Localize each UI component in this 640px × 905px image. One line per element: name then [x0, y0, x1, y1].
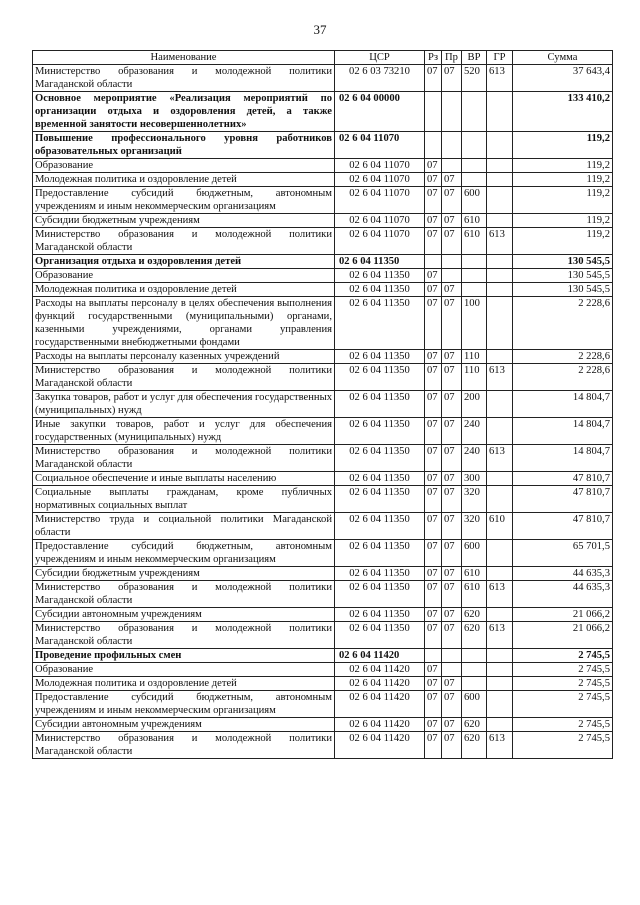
cell-sum: 2 745,5 — [513, 649, 613, 663]
cell-gr: 613 — [487, 445, 513, 472]
cell-vr — [462, 283, 487, 297]
cell-pr: 07 — [442, 608, 462, 622]
cell-name: Закупка товаров, работ и услуг для обеспечения государственных (муниципальных) нужд — [33, 391, 335, 418]
cell-pr: 07 — [442, 540, 462, 567]
cell-rz: 07 — [425, 187, 442, 214]
cell-csr: 02 6 04 11350 — [335, 622, 425, 649]
cell-sum: 130 545,5 — [513, 269, 613, 283]
cell-csr: 02 6 04 11420 — [335, 663, 425, 677]
cell-gr — [487, 649, 513, 663]
cell-gr — [487, 718, 513, 732]
cell-pr: 07 — [442, 677, 462, 691]
cell-rz: 07 — [425, 159, 442, 173]
cell-name: Повышение профессионального уровня работников образовательных организаций — [33, 132, 335, 159]
cell-csr: 02 6 04 11350 — [335, 350, 425, 364]
cell-pr: 07 — [442, 486, 462, 513]
cell-vr: 620 — [462, 718, 487, 732]
cell-name: Проведение профильных смен — [33, 649, 335, 663]
table-row — [33, 649, 613, 663]
cell-sum: 21 066,2 — [513, 622, 613, 649]
cell-pr: 07 — [442, 65, 462, 92]
cell-vr — [462, 269, 487, 283]
table-row — [33, 486, 613, 513]
column-header-pr: Пр — [442, 51, 462, 65]
cell-gr — [487, 391, 513, 418]
cell-rz: 07 — [425, 581, 442, 608]
page-number: 37 — [313, 22, 327, 37]
table-row — [33, 255, 613, 269]
cell-gr — [487, 92, 513, 132]
cell-rz: 07 — [425, 718, 442, 732]
cell-pr — [442, 269, 462, 283]
cell-rz: 07 — [425, 622, 442, 649]
cell-name: Министерство образования и молодежной политики Магаданской области — [33, 445, 335, 472]
cell-csr: 02 6 04 11350 — [335, 540, 425, 567]
table-row — [33, 418, 613, 445]
cell-csr: 02 6 04 11350 — [335, 472, 425, 486]
cell-csr: 02 6 04 11420 — [335, 732, 425, 759]
cell-gr — [487, 297, 513, 350]
cell-rz: 07 — [425, 677, 442, 691]
cell-name: Министерство образования и молодежной политики Магаданской области — [33, 65, 335, 92]
cell-vr: 240 — [462, 445, 487, 472]
cell-name: Организация отдыха и оздоровления детей — [33, 255, 335, 269]
cell-name: Субсидии автономным учреждениям — [33, 608, 335, 622]
table-row — [33, 567, 613, 581]
cell-csr: 02 6 04 00000 — [335, 92, 425, 132]
cell-pr — [442, 663, 462, 677]
cell-gr — [487, 677, 513, 691]
cell-name: Министерство образования и молодежной политики Магаданской области — [33, 581, 335, 608]
cell-pr: 07 — [442, 228, 462, 255]
table-row — [33, 691, 613, 718]
cell-vr — [462, 677, 487, 691]
cell-name: Расходы на выплаты персоналу в целях обеспечения выполнения функций государственными (муниципальными) органами, казенными учреждениями, органами управления государственными внебюджетными фондами — [33, 297, 335, 350]
cell-csr: 02 6 04 11350 — [335, 567, 425, 581]
cell-rz: 07 — [425, 418, 442, 445]
cell-gr — [487, 691, 513, 718]
cell-vr: 100 — [462, 297, 487, 350]
table-body — [33, 65, 613, 759]
cell-vr: 110 — [462, 364, 487, 391]
cell-vr: 600 — [462, 187, 487, 214]
cell-rz — [425, 649, 442, 663]
cell-pr: 07 — [442, 622, 462, 649]
table-row — [33, 472, 613, 486]
cell-vr: 320 — [462, 486, 487, 513]
column-header-csr: ЦСР — [335, 51, 425, 65]
cell-sum: 37 643,4 — [513, 65, 613, 92]
cell-gr: 613 — [487, 622, 513, 649]
cell-gr — [487, 269, 513, 283]
cell-sum: 119,2 — [513, 187, 613, 214]
cell-vr — [462, 663, 487, 677]
cell-sum: 47 810,7 — [513, 486, 613, 513]
cell-vr: 610 — [462, 214, 487, 228]
cell-gr — [487, 132, 513, 159]
cell-pr: 07 — [442, 418, 462, 445]
cell-rz: 07 — [425, 65, 442, 92]
cell-vr: 110 — [462, 350, 487, 364]
cell-gr — [487, 187, 513, 214]
cell-csr: 02 6 04 11350 — [335, 283, 425, 297]
cell-gr: 613 — [487, 228, 513, 255]
cell-pr: 07 — [442, 173, 462, 187]
table-row — [33, 187, 613, 214]
cell-pr: 07 — [442, 691, 462, 718]
cell-csr: 02 6 04 11070 — [335, 214, 425, 228]
cell-name: Основное мероприятие «Реализация мероприятий по организации отдыха и оздоровления детей, а также временной занятости несовершеннолетних» — [33, 92, 335, 132]
cell-rz: 07 — [425, 350, 442, 364]
cell-rz: 07 — [425, 214, 442, 228]
header-row — [33, 51, 613, 65]
cell-rz: 07 — [425, 691, 442, 718]
cell-sum: 130 545,5 — [513, 255, 613, 269]
table-row — [33, 132, 613, 159]
cell-csr: 02 6 04 11070 — [335, 228, 425, 255]
cell-name: Молодежная политика и оздоровление детей — [33, 173, 335, 187]
cell-vr: 610 — [462, 567, 487, 581]
cell-sum: 44 635,3 — [513, 581, 613, 608]
cell-gr: 613 — [487, 364, 513, 391]
cell-sum: 119,2 — [513, 214, 613, 228]
cell-pr: 07 — [442, 350, 462, 364]
cell-sum: 21 066,2 — [513, 608, 613, 622]
cell-pr: 07 — [442, 567, 462, 581]
cell-rz — [425, 132, 442, 159]
cell-name: Министерство образования и молодежной политики Магаданской области — [33, 732, 335, 759]
cell-pr — [442, 92, 462, 132]
cell-csr: 02 6 04 11350 — [335, 255, 425, 269]
cell-name: Министерство образования и молодежной политики Магаданской области — [33, 364, 335, 391]
cell-csr: 02 6 04 11350 — [335, 486, 425, 513]
table-row — [33, 608, 613, 622]
cell-csr: 02 6 04 11420 — [335, 649, 425, 663]
cell-sum: 65 701,5 — [513, 540, 613, 567]
cell-csr: 02 6 04 11420 — [335, 718, 425, 732]
cell-sum: 2 745,5 — [513, 663, 613, 677]
cell-rz: 07 — [425, 297, 442, 350]
cell-pr: 07 — [442, 472, 462, 486]
cell-sum: 44 635,3 — [513, 567, 613, 581]
table-row — [33, 718, 613, 732]
cell-gr — [487, 159, 513, 173]
table-row — [33, 214, 613, 228]
cell-rz — [425, 255, 442, 269]
table-row — [33, 622, 613, 649]
cell-rz: 07 — [425, 513, 442, 540]
cell-sum: 2 745,5 — [513, 677, 613, 691]
cell-vr: 320 — [462, 513, 487, 540]
cell-pr: 07 — [442, 391, 462, 418]
cell-gr — [487, 214, 513, 228]
column-header-name: Наименование — [33, 51, 335, 65]
cell-vr — [462, 92, 487, 132]
cell-gr — [487, 663, 513, 677]
cell-pr: 07 — [442, 513, 462, 540]
cell-gr: 610 — [487, 513, 513, 540]
cell-sum: 2 228,6 — [513, 364, 613, 391]
column-header-vr: ВР — [462, 51, 487, 65]
cell-pr: 07 — [442, 187, 462, 214]
cell-csr: 02 6 04 11350 — [335, 297, 425, 350]
table-row — [33, 677, 613, 691]
cell-sum: 14 804,7 — [513, 391, 613, 418]
cell-pr: 07 — [442, 732, 462, 759]
table-header — [33, 51, 613, 65]
cell-rz: 07 — [425, 173, 442, 187]
cell-pr: 07 — [442, 283, 462, 297]
table-row — [33, 297, 613, 350]
cell-vr: 620 — [462, 622, 487, 649]
cell-csr: 02 6 04 11070 — [335, 159, 425, 173]
cell-sum: 14 804,7 — [513, 445, 613, 472]
cell-sum: 2 228,6 — [513, 297, 613, 350]
cell-name: Министерство образования и молодежной политики Магаданской области — [33, 228, 335, 255]
cell-rz: 07 — [425, 391, 442, 418]
table-row — [33, 391, 613, 418]
cell-rz: 07 — [425, 283, 442, 297]
table-row — [33, 350, 613, 364]
table-row — [33, 159, 613, 173]
cell-csr: 02 6 04 11350 — [335, 418, 425, 445]
cell-vr: 610 — [462, 228, 487, 255]
cell-csr: 02 6 04 11350 — [335, 364, 425, 391]
cell-name: Образование — [33, 663, 335, 677]
cell-gr — [487, 255, 513, 269]
cell-name: Образование — [33, 269, 335, 283]
cell-gr — [487, 567, 513, 581]
cell-gr — [487, 173, 513, 187]
cell-name: Иные закупки товаров, работ и услуг для обеспечения государственных (муниципальных) нужд — [33, 418, 335, 445]
cell-sum: 2 228,6 — [513, 350, 613, 364]
cell-pr — [442, 649, 462, 663]
cell-name: Социальное обеспечение и иные выплаты населению — [33, 472, 335, 486]
cell-rz: 07 — [425, 472, 442, 486]
cell-vr — [462, 255, 487, 269]
cell-name: Субсидии бюджетным учреждениям — [33, 567, 335, 581]
cell-rz: 07 — [425, 364, 442, 391]
cell-gr: 613 — [487, 65, 513, 92]
table-row — [33, 173, 613, 187]
cell-gr — [487, 540, 513, 567]
cell-csr: 02 6 04 11350 — [335, 445, 425, 472]
table-row — [33, 92, 613, 132]
cell-name: Предоставление субсидий бюджетным, автономным учреждениям и иным некоммерческим организациям — [33, 540, 335, 567]
table-row — [33, 540, 613, 567]
cell-vr: 620 — [462, 732, 487, 759]
cell-gr — [487, 486, 513, 513]
cell-gr — [487, 472, 513, 486]
table-row — [33, 663, 613, 677]
cell-rz: 07 — [425, 608, 442, 622]
cell-vr: 200 — [462, 391, 487, 418]
cell-csr: 02 6 04 11350 — [335, 269, 425, 283]
cell-name: Образование — [33, 159, 335, 173]
cell-vr: 240 — [462, 418, 487, 445]
cell-sum: 133 410,2 — [513, 92, 613, 132]
cell-sum: 119,2 — [513, 159, 613, 173]
cell-rz: 07 — [425, 228, 442, 255]
cell-vr — [462, 649, 487, 663]
table-row — [33, 65, 613, 92]
cell-vr — [462, 173, 487, 187]
cell-pr: 07 — [442, 445, 462, 472]
cell-sum: 2 745,5 — [513, 691, 613, 718]
table-row — [33, 228, 613, 255]
cell-pr — [442, 159, 462, 173]
cell-csr: 02 6 04 11350 — [335, 513, 425, 540]
cell-csr: 02 6 04 11350 — [335, 391, 425, 418]
table-row — [33, 513, 613, 540]
cell-sum: 130 545,5 — [513, 283, 613, 297]
cell-name: Предоставление субсидий бюджетным, автономным учреждениям и иным некоммерческим организациям — [33, 691, 335, 718]
cell-pr — [442, 132, 462, 159]
cell-gr — [487, 608, 513, 622]
table-row — [33, 283, 613, 297]
cell-gr — [487, 350, 513, 364]
column-header-rz: Рз — [425, 51, 442, 65]
column-header-gr: ГР — [487, 51, 513, 65]
table-row — [33, 581, 613, 608]
cell-vr — [462, 159, 487, 173]
cell-sum: 14 804,7 — [513, 418, 613, 445]
cell-gr — [487, 283, 513, 297]
cell-vr: 600 — [462, 540, 487, 567]
cell-csr: 02 6 04 11350 — [335, 608, 425, 622]
cell-rz: 07 — [425, 732, 442, 759]
cell-sum: 119,2 — [513, 173, 613, 187]
cell-rz: 07 — [425, 269, 442, 283]
cell-vr: 600 — [462, 691, 487, 718]
table-row — [33, 364, 613, 391]
cell-gr: 613 — [487, 581, 513, 608]
cell-pr: 07 — [442, 718, 462, 732]
cell-csr: 02 6 04 11420 — [335, 677, 425, 691]
cell-name: Субсидии автономным учреждениям — [33, 718, 335, 732]
cell-name: Молодежная политика и оздоровление детей — [33, 283, 335, 297]
cell-sum: 119,2 — [513, 228, 613, 255]
cell-pr: 07 — [442, 364, 462, 391]
cell-pr: 07 — [442, 297, 462, 350]
table-row — [33, 732, 613, 759]
cell-name: Расходы на выплаты персоналу казенных учреждений — [33, 350, 335, 364]
cell-sum: 47 810,7 — [513, 513, 613, 540]
cell-csr: 02 6 04 11420 — [335, 691, 425, 718]
cell-gr: 613 — [487, 732, 513, 759]
cell-name: Министерство образования и молодежной политики Магаданской области — [33, 622, 335, 649]
cell-rz: 07 — [425, 445, 442, 472]
cell-sum: 47 810,7 — [513, 472, 613, 486]
cell-name: Предоставление субсидий бюджетным, автономным учреждениям и иным некоммерческим организациям — [33, 187, 335, 214]
cell-gr — [487, 418, 513, 445]
cell-sum: 2 745,5 — [513, 732, 613, 759]
cell-name: Социальные выплаты гражданам, кроме публичных нормативных социальных выплат — [33, 486, 335, 513]
cell-rz: 07 — [425, 663, 442, 677]
cell-pr: 07 — [442, 214, 462, 228]
cell-csr: 02 6 04 11070 — [335, 132, 425, 159]
table-row — [33, 445, 613, 472]
cell-rz — [425, 92, 442, 132]
cell-rz: 07 — [425, 567, 442, 581]
cell-vr: 300 — [462, 472, 487, 486]
cell-vr: 610 — [462, 581, 487, 608]
cell-csr: 02 6 04 11350 — [335, 581, 425, 608]
cell-name: Министерство труда и социальной политики Магаданской области — [33, 513, 335, 540]
cell-pr — [442, 255, 462, 269]
cell-rz: 07 — [425, 486, 442, 513]
cell-sum: 2 745,5 — [513, 718, 613, 732]
table-row — [33, 269, 613, 283]
cell-rz: 07 — [425, 540, 442, 567]
cell-vr: 520 — [462, 65, 487, 92]
cell-vr — [462, 132, 487, 159]
cell-vr: 620 — [462, 608, 487, 622]
cell-csr: 02 6 04 11070 — [335, 173, 425, 187]
cell-csr: 02 6 04 11070 — [335, 187, 425, 214]
cell-name: Субсидии бюджетным учреждениям — [33, 214, 335, 228]
column-header-sum: Сумма — [513, 51, 613, 65]
cell-name: Молодежная политика и оздоровление детей — [33, 677, 335, 691]
cell-sum: 119,2 — [513, 132, 613, 159]
cell-pr: 07 — [442, 581, 462, 608]
cell-csr: 02 6 03 73210 — [335, 65, 425, 92]
budget-table — [32, 50, 613, 759]
